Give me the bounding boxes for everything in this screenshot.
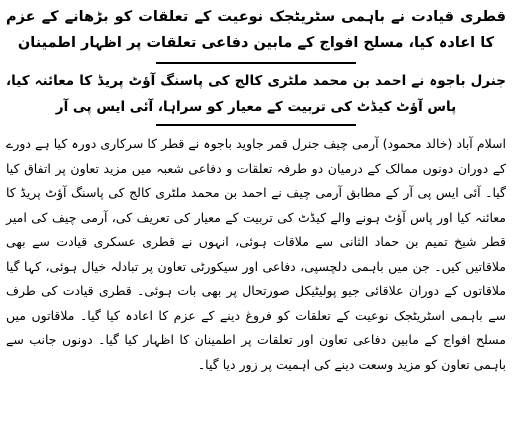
separator-rule (156, 124, 356, 126)
headline: قطری قیادت نے باہمی سٹریٹجک نوعیت کے تعلقات کو بڑھانے کے عزم کا اعادہ کیا، مسلح افواج کے مابین دفاعی تعلقات پر اظہار اطمینان (6, 9, 506, 51)
article-body: اسلام آباد (خالد محمود) آرمی چیف جنرل قمر جاوید باجوہ نے قطر کا سرکاری دورہ کیا ہے دورے کے دوران دونوں ممالک کے درمیان دو طرفہ تعلقات و دفاعی شعبہ میں مزید تعاون پر اتفاق کیا گیا۔ آئی ایس پی آر کے مطابق آرمی چیف نے احمد بن محمد ملٹری کالج کی پاسنگ آؤٹ پریڈ کا معائنہ کیا اور پاس آؤٹ ہونے والے کیڈٹ کی تربیت کے معیار کی تعریف کی، آرمی چیف کی امیر قطر شیخ تمیم بن حماد الثانی سے ملاقات ہوئی، انہوں نے قطری عسکری قیادت سے بھی ملاقاتیں کیں۔ جن میں باہمی دلچسپی، دفاعی اور سیکورٹی تعاون پر تبادلہ خیال ہوئی، کہا گیا ملاقاتوں کے دوران علاقائی جیو پولیٹیکل صورتحال پر بھی بات ہوئی۔ قطری قیادت کی طرف سے باہمی اسٹریٹجک نوعیت کے تعلقات کو فروغ دینے کے عزم کا اعادہ کیا گیا۔ ملاقاتوں میں مسلح افواج کے مابین دفاعی تعاون اور تعلقات پر اطمینان کا اظہار کیا گیا۔ دونوں جانب سے باہمی تعاون کو مزید وسعت دینے کی اہمیت پر زور دیا گیا۔ (6, 136, 506, 372)
separator-rule (156, 62, 356, 64)
subheadline: جنرل باجوہ نے احمد بن محمد ملٹری کالج کی پاسنگ آؤٹ پریڈ کا معائنہ کیا، پاس آؤٹ کیڈٹ کی تربیت کے معیار کو سراہا، آئی ایس پی آر (6, 73, 506, 115)
